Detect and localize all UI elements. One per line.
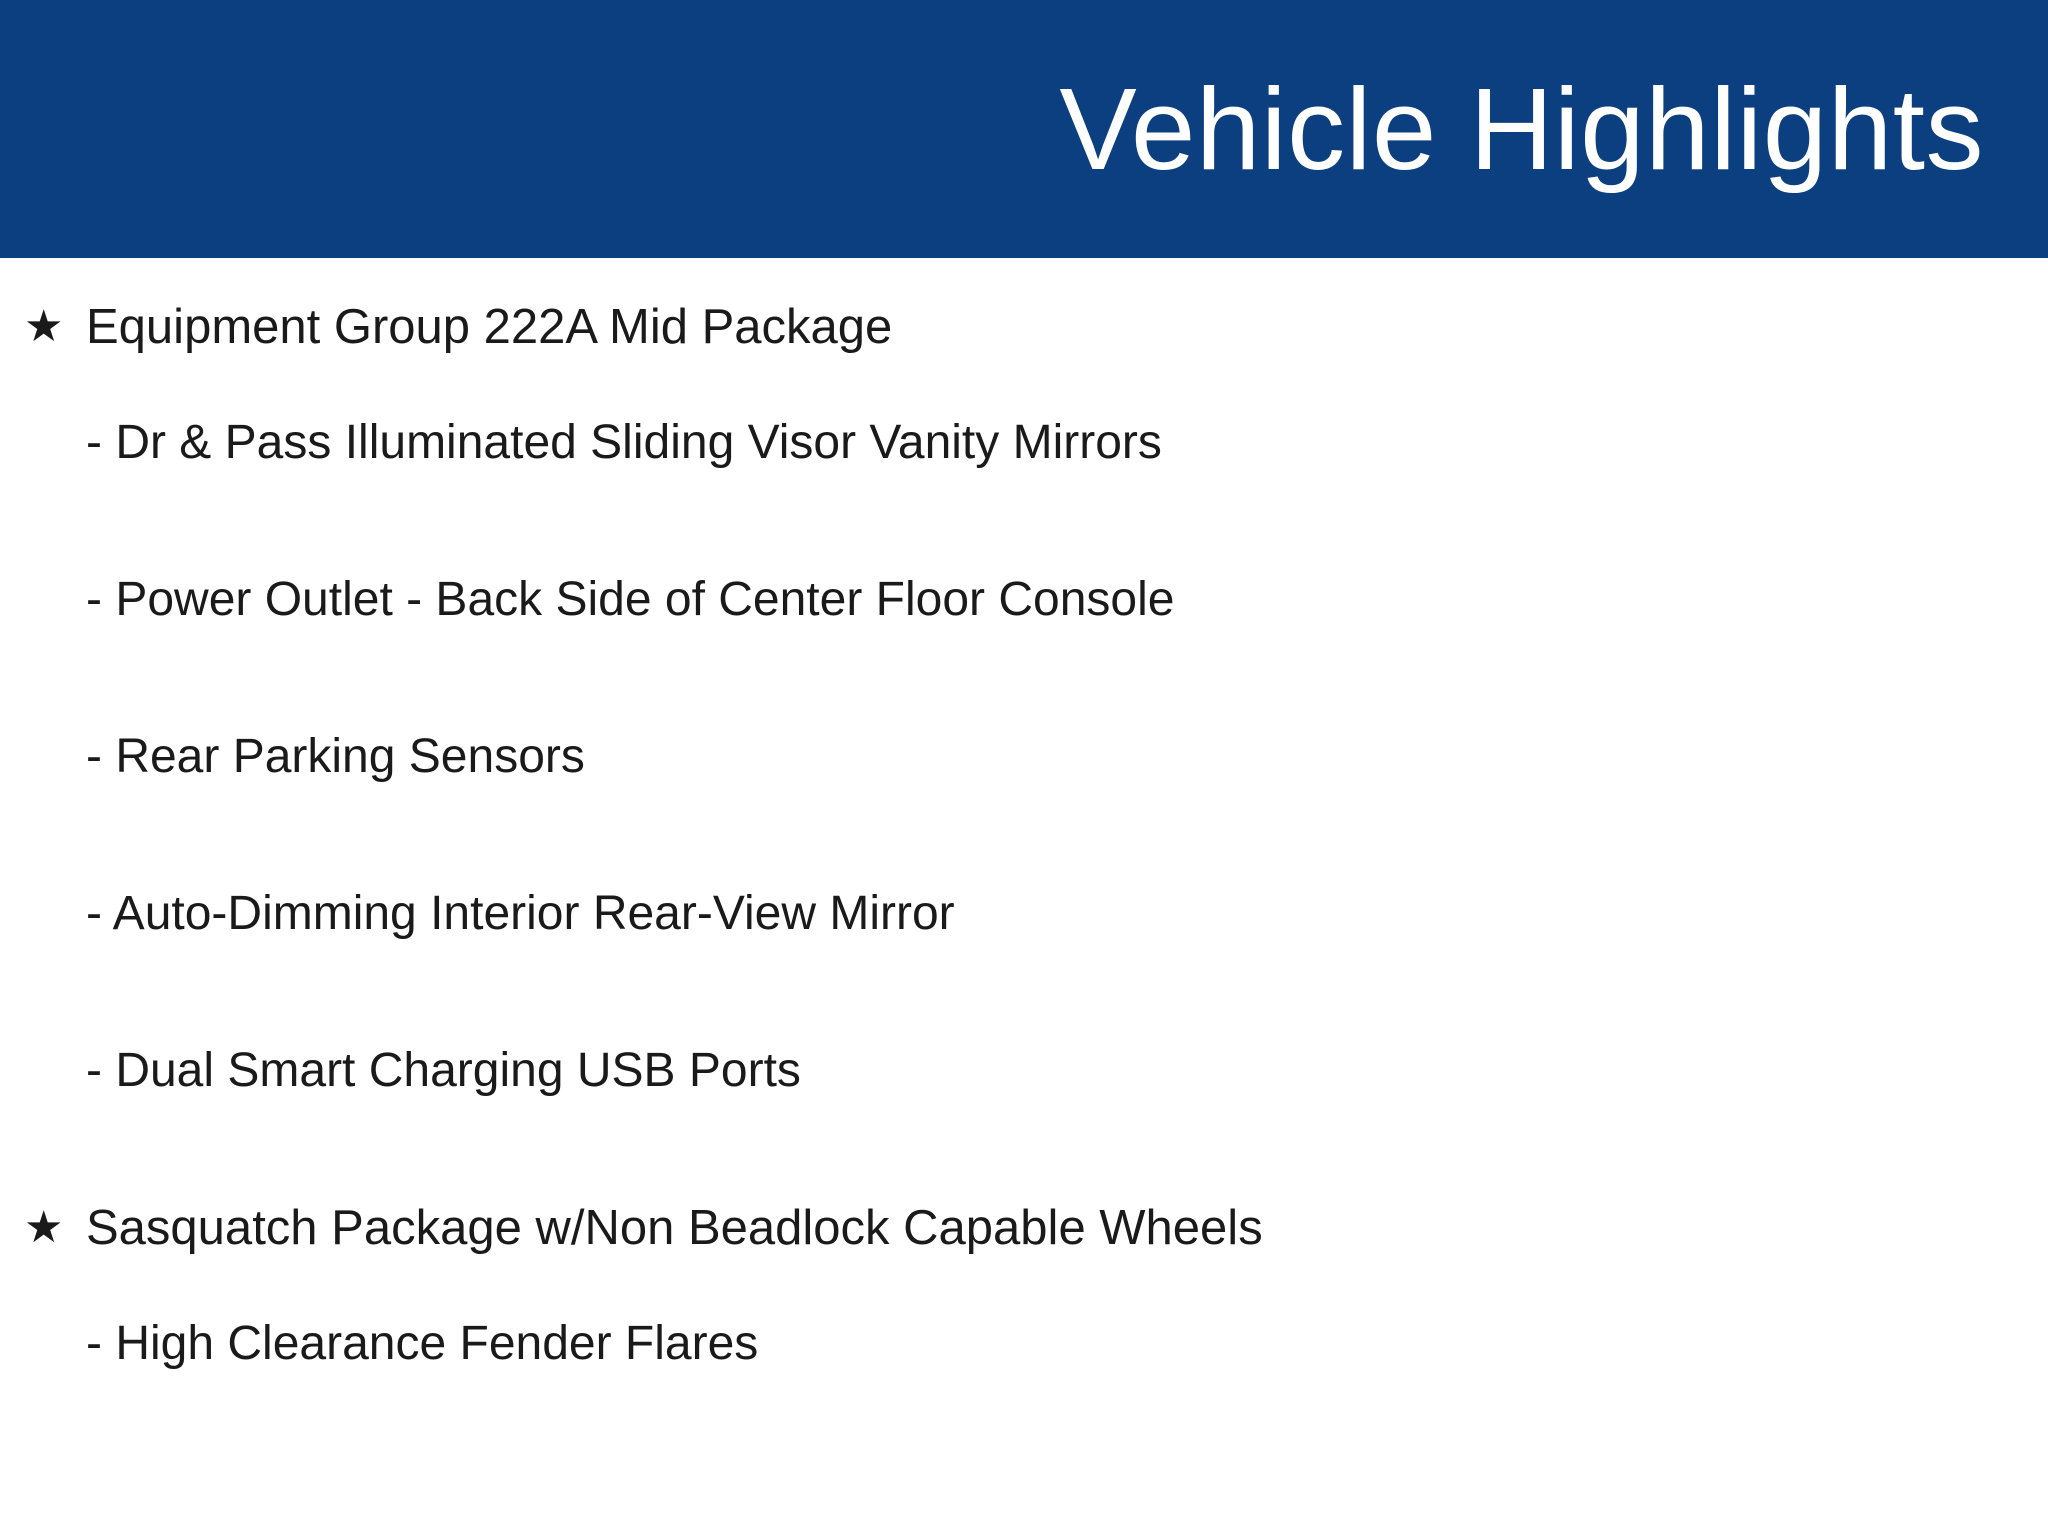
- sub-bullet-label: - Dr & Pass Illuminated Sliding Visor Vanity Mirrors: [86, 416, 1162, 469]
- sub-bullet-label: - High Clearance Fender Flares: [86, 1317, 759, 1370]
- sub-bullet-label: - Dual Smart Charging USB Ports: [86, 1044, 801, 1097]
- list-item: [0, 1309, 2048, 1466]
- list-item: [0, 565, 2048, 722]
- list-item: [0, 1193, 2048, 1309]
- bullet-label: Sasquatch Package w/Non Beadlock Capable Wheels: [86, 1201, 1263, 1255]
- star-bullet-icon: ★: [24, 1203, 64, 1252]
- sub-bullet-label: - Power Outlet - Back Side of Center Floor Console: [86, 573, 1175, 626]
- list-item: [0, 408, 2048, 565]
- slide-header: [0, 0, 2048, 258]
- sub-bullet-label: - Rear Parking Sensors: [86, 730, 585, 783]
- list-item: [0, 879, 2048, 1036]
- star-bullet-icon: ★: [24, 302, 64, 351]
- sub-bullet-label: - Auto-Dimming Interior Rear-View Mirror: [86, 887, 955, 940]
- list-item: [0, 1036, 2048, 1193]
- slide-body: [0, 258, 2048, 1536]
- bullet-label: Equipment Group 222A Mid Package: [86, 300, 893, 354]
- page-title: Vehicle Highlights: [1059, 64, 1984, 194]
- list-item: [0, 722, 2048, 879]
- list-item: [0, 292, 2048, 408]
